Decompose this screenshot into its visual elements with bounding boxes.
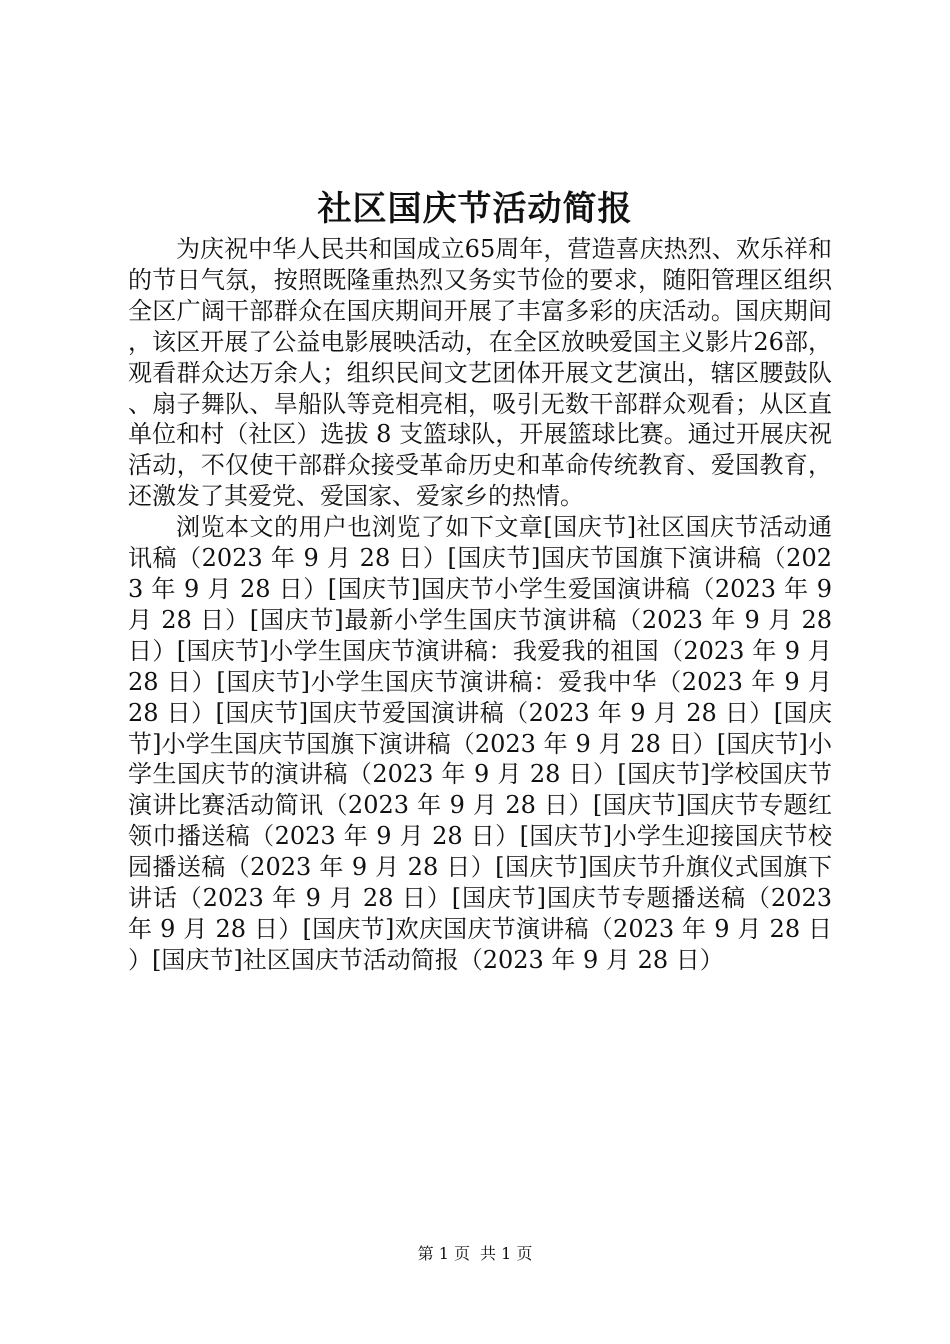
page-footer (0, 1243, 950, 1265)
document-body (128, 234, 832, 976)
paragraph-activity-summary: 为庆祝中华人民共和国成立65周年，营造喜庆热烈、欢乐祥和的节日气氛，按照既隆重热烈又务实节俭的要求，随阳管理区组织全区广阔干部群众在国庆期间开展了丰富多彩的庆活动。国庆期间，该区开展了公益电影展映活动，在全区放映爱国主义影片26部，观看群众达万余人；组织民间文艺团体开展文艺演出，辖区腰鼓队、扇子舞队、旱船队等竞相亮相，吸引无数干部群众观看；从区直单位和村（社区）选拔 8 支篮球队，开展篮球比赛。通过开展庆祝活动，不仅使干部群众接受革命历史和革命传统教育、爱国教育，还激发了其爱党、爱国家、爱家乡的热情。 (128, 235, 832, 511)
document-title: 社区国庆节活动简报 (317, 189, 633, 229)
paragraph-related-articles: 浏览本文的用户也浏览了如下文章[国庆节]社区国庆节活动通讯稿（2023 年 9 月 28 日）[国庆节]国庆节国旗下演讲稿（2023 年 9 月 28 日）[国庆节]国庆节小学生爱国演讲稿（2023 年 9 月 28 日）[国庆节]最新小学生国庆节演讲稿（2023 年 9 月 28 日）[国庆节]小学生国庆节演讲稿：我爱我的祖国（2023 年 9 月 28 日）[国庆节]小学生国庆节演讲稿：爱我中华（2023 年 9 月 28 日）[国庆节]国庆节爱国演讲稿（2023 年 9 月 28 日）[国庆节]小学生国庆节国旗下演讲稿（2023 年 9 月 28 日）[国庆节]小学生国庆节的演讲稿（2023 年 9 月 28 日）[国庆节]学校国庆节演讲比赛活动简讯（2023 年 9 月 28 日）[国庆节]国庆节专题红领巾播送稿（2023 年 9 月 28 日）[国庆节]小学生迎接国庆节校园播送稿（2023 年 9 月 28 日）[国庆节]国庆节升旗仪式国旗下讲话（2023 年 9 月 28 日）[国庆节]国庆节专题播送稿（2023 年 9 月 28 日）[国庆节]欢庆国庆节演讲稿（2023 年 9 月 28 日）[国庆节]社区国庆节活动简报（2023 年 9 月 28 日） (128, 513, 832, 974)
page-total: 共 1 页 (480, 1244, 533, 1263)
page-number: 第 1 页 (417, 1244, 470, 1263)
